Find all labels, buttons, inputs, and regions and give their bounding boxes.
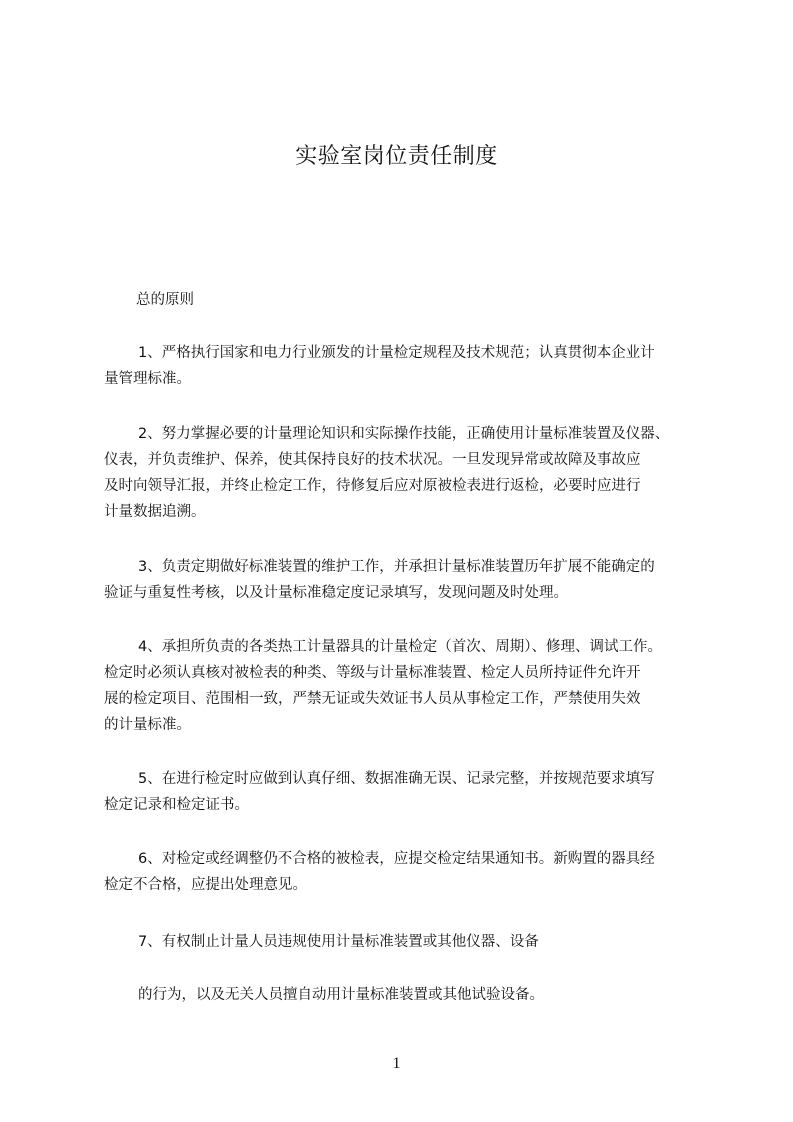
paragraph-line: 的行为，以及无关人员擅自动用计量标准装置或其他试验设备。 [138, 987, 544, 1003]
paragraph-line: 7、有权制止计量人员违规使用计量标准装置或其他仪器、设备 [138, 934, 539, 950]
paragraph-line: 检定时必须认真核对被检表的种类、等级与计量标准装置、检定人员所持证件允许开 [104, 665, 641, 681]
paragraph-line: 5、在进行检定时应做到认真仔细、数据准确无误、记录完整，并按规范要求填写 [138, 771, 655, 787]
paragraph-7 [104, 929, 724, 955]
paragraph-line: 6、对检定或经调整仍不合格的被检表，应提交检定结果通知书。新购置的器具经 [138, 851, 655, 867]
paragraph-line: 展的检定项目、范围相一致，严禁无证或失效证书人员从事检定工作，严禁使用失效 [104, 691, 641, 707]
paragraph-5 [104, 766, 724, 818]
paragraph-8 [104, 982, 724, 1008]
document-title: 实验室岗位责任制度 [295, 144, 498, 169]
paragraph-6 [104, 846, 724, 898]
paragraph-line: 计量数据追溯。 [104, 504, 206, 520]
paragraph-line: 3、负责定期做好标准装置的维护工作，并承担计量标准装置历年扩展不能确定的 [138, 559, 655, 575]
paragraph-line: 的计量标准。 [104, 717, 191, 733]
paragraph-line: 仪表，并负责维护、保养，使其保持良好的技术状况。一旦发现异常或故障及事故应 [104, 452, 641, 468]
page-number: 1 [392, 1055, 401, 1072]
paragraph-line: 量管理标准。 [104, 371, 191, 387]
paragraph-line: 2、努力掌握必要的计量理论知识和实际操作技能，正确使用计量标准装置及仪器、 [138, 426, 670, 442]
paragraph-line: 验证与重复性考核，以及计量标准稳定度记录填写，发现问题及时处理。 [104, 585, 568, 601]
paragraph-3 [104, 554, 724, 606]
paragraph-line: 检定不合格，应提出处理意见。 [104, 877, 307, 893]
paragraph-1 [104, 340, 724, 392]
section-heading: 总的原则 [136, 292, 194, 308]
paragraph-line: 4、承担所负责的各类热工计量器具的计量检定（首次、周期）、修理、调试工作。 [138, 639, 662, 655]
paragraph-line: 检定记录和检定证书。 [104, 797, 249, 813]
paragraph-line: 及时向领导汇报，并终止检定工作，待修复后应对原被检表进行返检，必要时应进行 [104, 478, 641, 494]
paragraph-line: 1、严格执行国家和电力行业颁发的计量检定规程及技术规范；认真贯彻本企业计 [138, 345, 655, 361]
paragraph-4 [104, 634, 724, 738]
paragraph-2 [104, 421, 724, 525]
